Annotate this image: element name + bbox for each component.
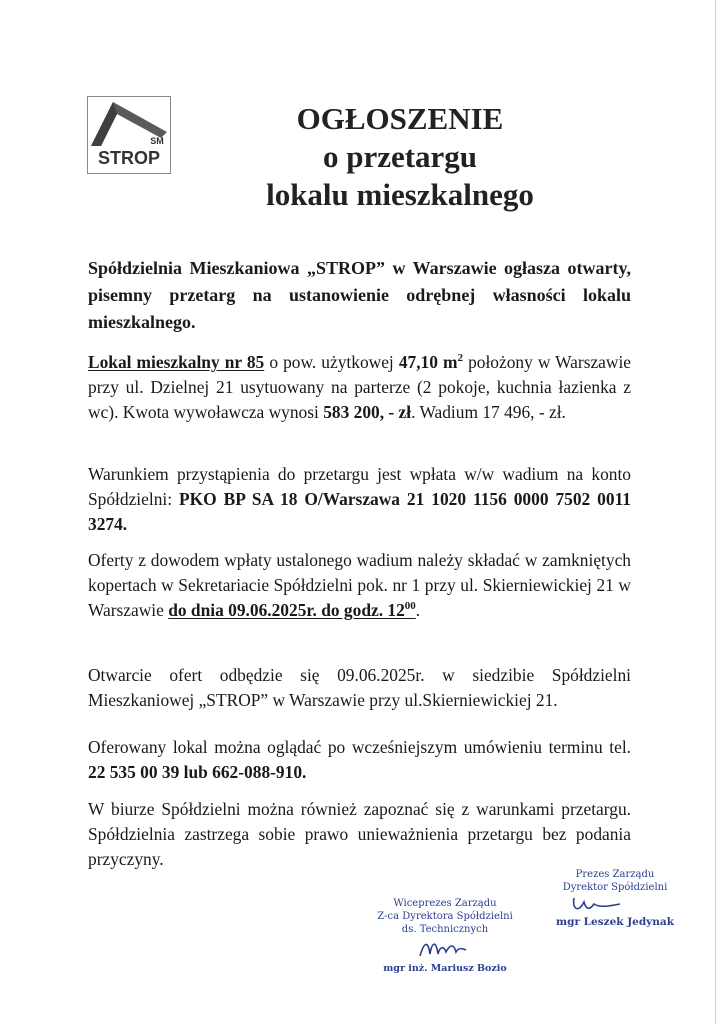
contact-phones: 22 535 00 39 lub 662-088-910. bbox=[88, 762, 307, 782]
apartment-area: 47,10 $m^2$ bbox=[398, 352, 463, 372]
page-title bbox=[200, 100, 600, 214]
president-stamp: Prezes Zarządu Dyrektor Spółdzielni mgr Leszek Jedynak bbox=[556, 869, 674, 928]
apartment-paragraph: Lokal mieszkalny nr 85 o pow. użytkowej 47,10 $m^2$ położony w Warszawie przy ul. Dzielnej 21 usytuowany na parterze (2 pokoje, kuchnia łazienka z wc). Kwota wywoławcza wynosi 583 200, - zł. Wadium 17 496, - zł. bbox=[88, 352, 632, 422]
title-line-2: o przetargu bbox=[322, 139, 478, 174]
signature-scribble-icon bbox=[400, 936, 490, 962]
office-paragraph: W biurze Spółdzielni można również zapoznać się z warunkami przetargu. Spółdzielnia zastrzega sobie prawo unieważnienia przetargu bez podania przyczyny. bbox=[88, 799, 631, 869]
offer-deadline: do dnia 09.06.2025r. do godz. $12^{00}$ bbox=[168, 600, 416, 620]
logo-strop-text: STROP bbox=[97, 148, 161, 168]
logo-sm-text: SM bbox=[150, 136, 164, 146]
intro-paragraph: Spółdzielnia Mieszkaniowa „STROP” w Warszawie ogłasza otwarty, pisemny przetarg na ustanowienie odrębnej własności lokalu mieszkalnego. bbox=[88, 258, 631, 332]
apartment-label: Lokal mieszkalny nr 85 bbox=[88, 352, 265, 372]
scan-edge bbox=[715, 0, 716, 1024]
logo-roof-icon bbox=[87, 96, 171, 174]
starting-price: 583 200, - zł bbox=[323, 402, 412, 422]
strop-logo bbox=[87, 96, 171, 174]
opening-paragraph: Otwarcie ofert odbędzie się 09.06.2025r. w siedzibie Spółdzielni Mieszkaniowej „STROP” w Warszawie przy ul.Skierniewickiej 21. bbox=[88, 665, 631, 710]
title-line-1: OGŁOSZENIE bbox=[296, 101, 504, 136]
vice-president-stamp: Wiceprezes Zarządu Z-ca Dyrektora Spółdzielni ds. Technicznych mgr inż. Mariusz Bozio bbox=[377, 898, 513, 974]
title-line-3: lokalu mieszkalnego bbox=[266, 177, 534, 212]
offers-paragraph: Oferty z dowodem wpłaty ustalonego wadium należy składać w zamkniętych kopertach w Sekretariacie Spółdzielni pok. nr 1 przy ul. Skierniewickiej 21 w Warszawie do dnia 09.06.2025r. do godz. $12^{00}$. bbox=[88, 550, 631, 620]
deposit-paragraph: Warunkiem przystąpienia do przetargu jest wpłata w/w wadium na konto Spółdzielni: PKO BP SA 18 O/Warszawa 21 1020 1156 0000 7502 0011 3274. bbox=[88, 464, 632, 534]
signature-scribble-icon bbox=[560, 894, 670, 916]
viewing-paragraph: Oferowany lokal można oglądać po wcześniejszym umówieniu terminu tel. 22 535 00 39 lub 662-088-910. bbox=[88, 737, 631, 782]
bank-account: PKO BP SA 18 O/Warszawa 21 1020 1156 0000 7502 0011 3274. bbox=[88, 489, 632, 534]
